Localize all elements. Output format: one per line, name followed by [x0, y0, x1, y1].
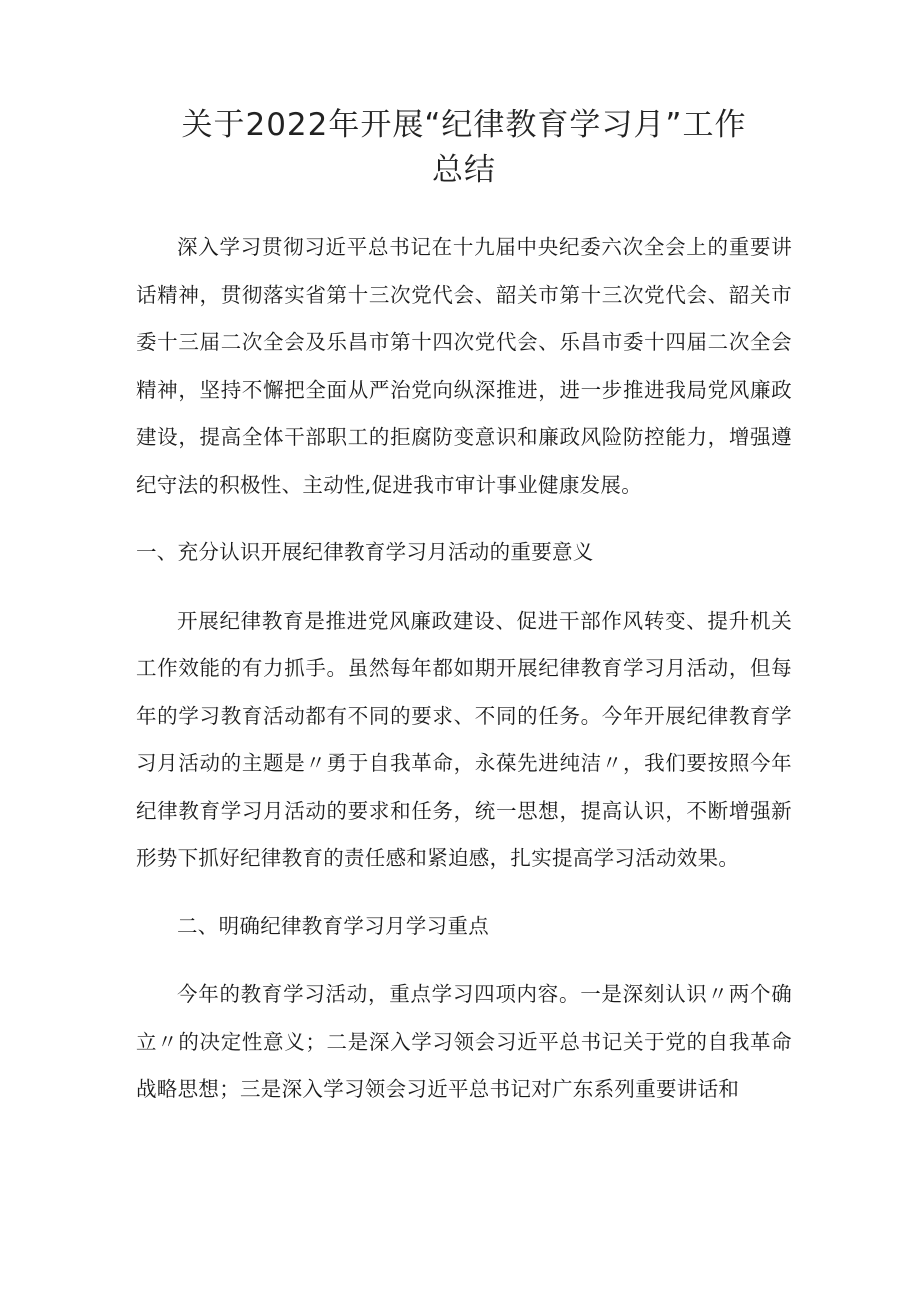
- paragraph-intro: 深入学习贯彻习近平总书记在十九届中央纪委六次全会上的重要讲话精神，贯彻落实省第十三次党代会、韶关市第十三次党代会、韶关市委十三届二次全会及乐昌市第十四次党代会、乐昌市委十四届二次全会精神，坚持不懈把全面从严治党向纵深推进，进一步推进我局党风廉政建设，提高全体干部职工的拒腐防变意识和廉政风险防控能力，增强遵纪守法的积极性、主动性,促进我市审计事业健康发展。: [136, 235, 792, 497]
- paragraph-significance: 开展纪律教育是推进党风廉政建设、促进干部作风转变、提升机关工作效能的有力抓手。虽然每年都如期开展纪律教育学习月活动，但每年的学习教育活动都有不同的要求、不同的任务。今年开展纪律教育学习月活动的主题是〃勇于自我革命，永葆先进纯洁〃，我们要按照今年纪律教育学习月活动的要求和任务，统一思想，提高认识，不断增强新形势下抓好纪律教育的责任感和紧迫感，扎实提高学习活动效果。: [136, 608, 792, 870]
- paragraph-focus: 今年的教育学习活动，重点学习四项内容。一是深刻认识〃两个确立〃的决定性意义；二是深入学习领会习近平总书记关于党的自我革命战略思想；三是深入学习领会习近平总书记对广东系列重要讲话和: [136, 982, 792, 1101]
- section-heading-2: 二、明确纪律教育学习月学习重点: [177, 913, 489, 938]
- title-line-2: 总结: [432, 152, 496, 188]
- document-title: [136, 103, 792, 193]
- title-line-1: 关于2022年开展“纪律教育学习月”工作: [181, 107, 747, 143]
- section-heading-1: 一、充分认识开展纪律教育学习月活动的重要意义: [136, 540, 594, 564]
